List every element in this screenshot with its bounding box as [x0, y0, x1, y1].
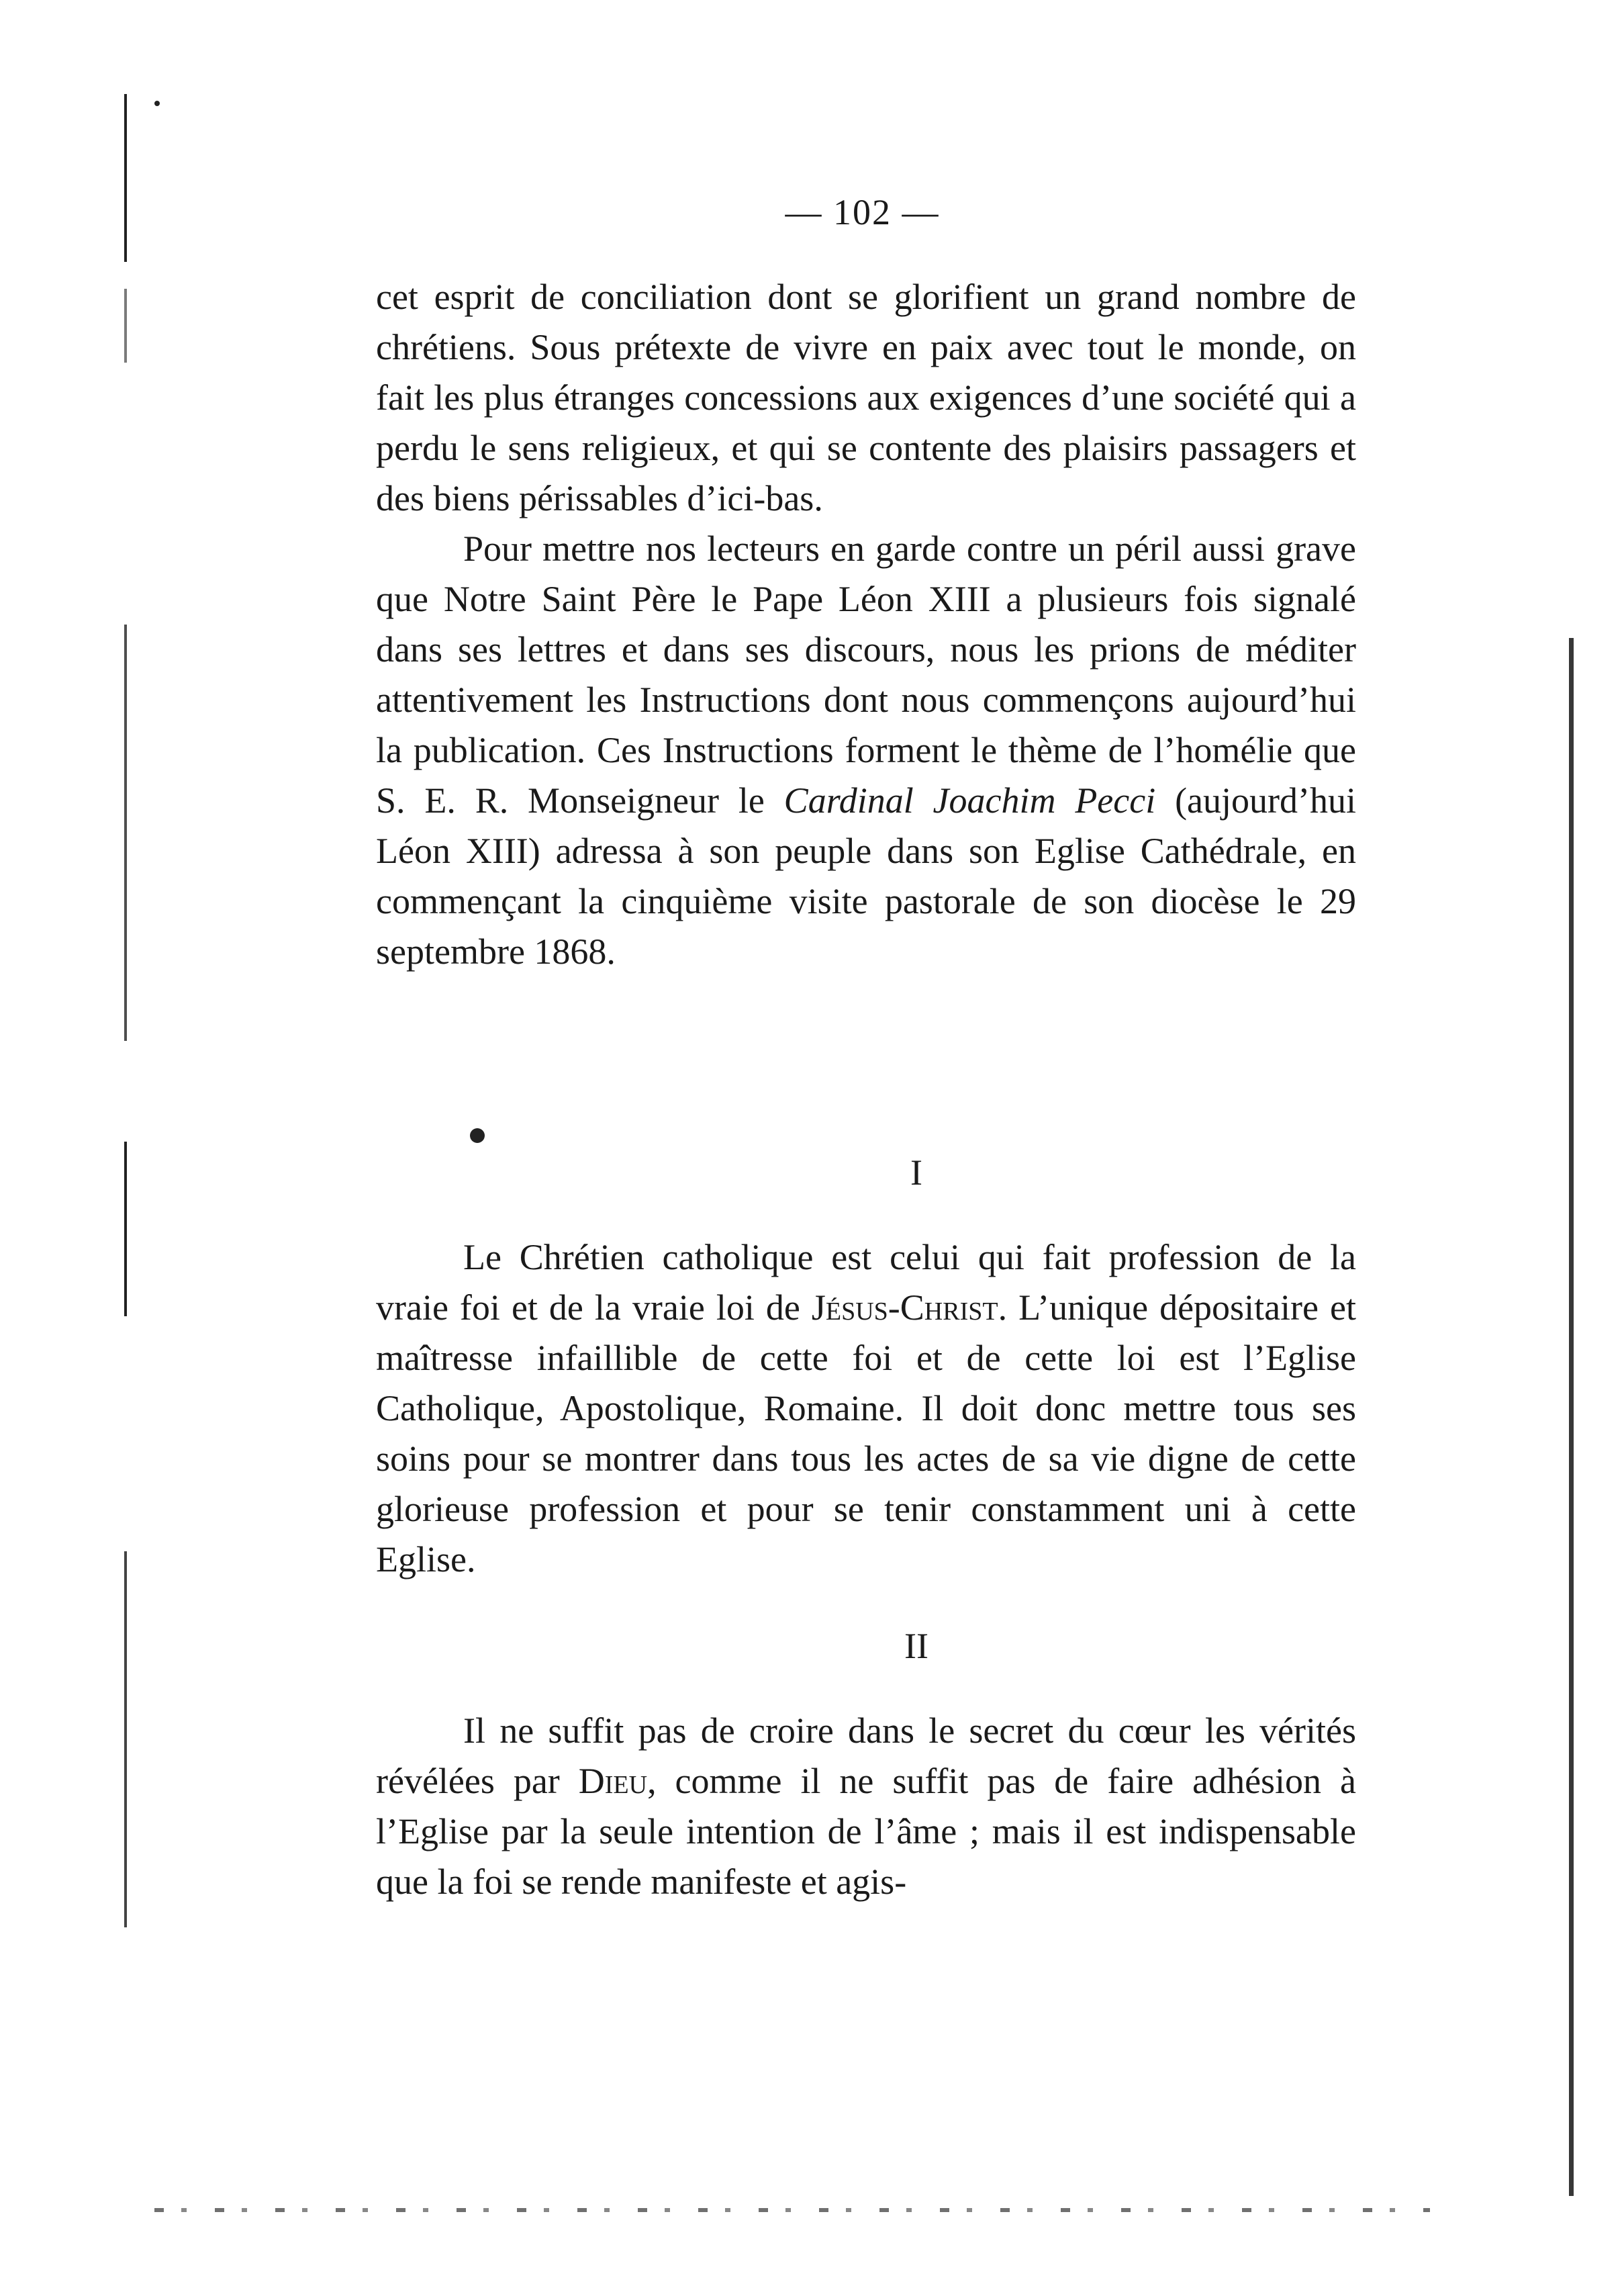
section-2-paragraph — [376, 1706, 1356, 1907]
scan-edge-left-2 — [124, 289, 127, 363]
section-heading-1: I — [910, 1152, 922, 1193]
paragraph-readers-text: Pour mettre nos lecteurs en garde contre un péril aussi grave que Notre Saint Père le Pape Léon XIII a plusieurs fois signalé dans ses lettres et dans ses discours, nous les prions de méditer attentivement les Instructions dont nous commençons aujourd’hui la publication. Ces Instructions forment le thème de l’homélie que S. E. R. Monseigneur le — [376, 529, 1356, 821]
section-1-text-a: Le Chrétien catholique est celui qui fait profession de la vraie foi et de la vraie loi de — [376, 1237, 1356, 1328]
section-2-text — [376, 1706, 1356, 1907]
page-number: — 102 — — [785, 192, 940, 232]
ink-blot — [470, 1128, 485, 1143]
dieu-name: Dieu, — [578, 1761, 657, 1801]
scan-edge-right — [1569, 638, 1574, 2196]
section-heading-2: II — [904, 1626, 928, 1666]
scan-edge-left-3 — [124, 625, 127, 1041]
section-2-text-a: Il ne suffit pas de croire dans le secret du cœur les vérités révélées par — [376, 1710, 1356, 1801]
cardinal-name: Cardinal Joachim Pecci — [783, 780, 1156, 821]
paragraph-readers-end: (aujourd’hui Léon XIII) adressa à son peuple dans son Eglise Cathédrale, en commençant la cinquième visite pastorale de son diocèse le 29 septembre 1868. — [376, 780, 1356, 972]
section-2-text-b: comme il ne suffit pas de faire adhésion à l’Eglise par la seule intention de l’âme ; mais il est indispensable que la foi se rende manifeste et agis- — [376, 1761, 1356, 1902]
paragraph-readers — [376, 524, 1356, 977]
jesus-christ-name: Jésus-Christ. — [811, 1287, 1008, 1328]
section-1-paragraph — [376, 1232, 1356, 1585]
intro-text — [376, 272, 1356, 977]
speck — [154, 101, 160, 106]
bottom-scan-noise — [154, 2208, 1430, 2212]
paragraph-continuation: cet esprit de conciliation dont se glorifient un grand nombre de chrétiens. Sous prétexte de vivre en paix avec tout le monde, on fait les plus étranges concessions aux exigences d’une société qui a perdu le sens religieux, et qui se contente des plaisirs passagers et des biens périssables d’ici-bas. — [376, 277, 1356, 518]
section-1-text — [376, 1232, 1356, 1585]
scan-edge-left-1 — [124, 94, 127, 262]
section-1-text-b: L’unique dépositaire et maîtresse infaillible de cette foi et de cette loi est l’Eglise Catholique, Apostolique, Romaine. Il doit donc mettre tous ses soins pour se montrer dans tous les actes de sa vie digne de cette glorieuse profession et pour se tenir constamment uni à cette Eglise. — [376, 1287, 1356, 1579]
scan-edge-left-4 — [124, 1142, 127, 1316]
scan-edge-left-5 — [124, 1551, 127, 1927]
